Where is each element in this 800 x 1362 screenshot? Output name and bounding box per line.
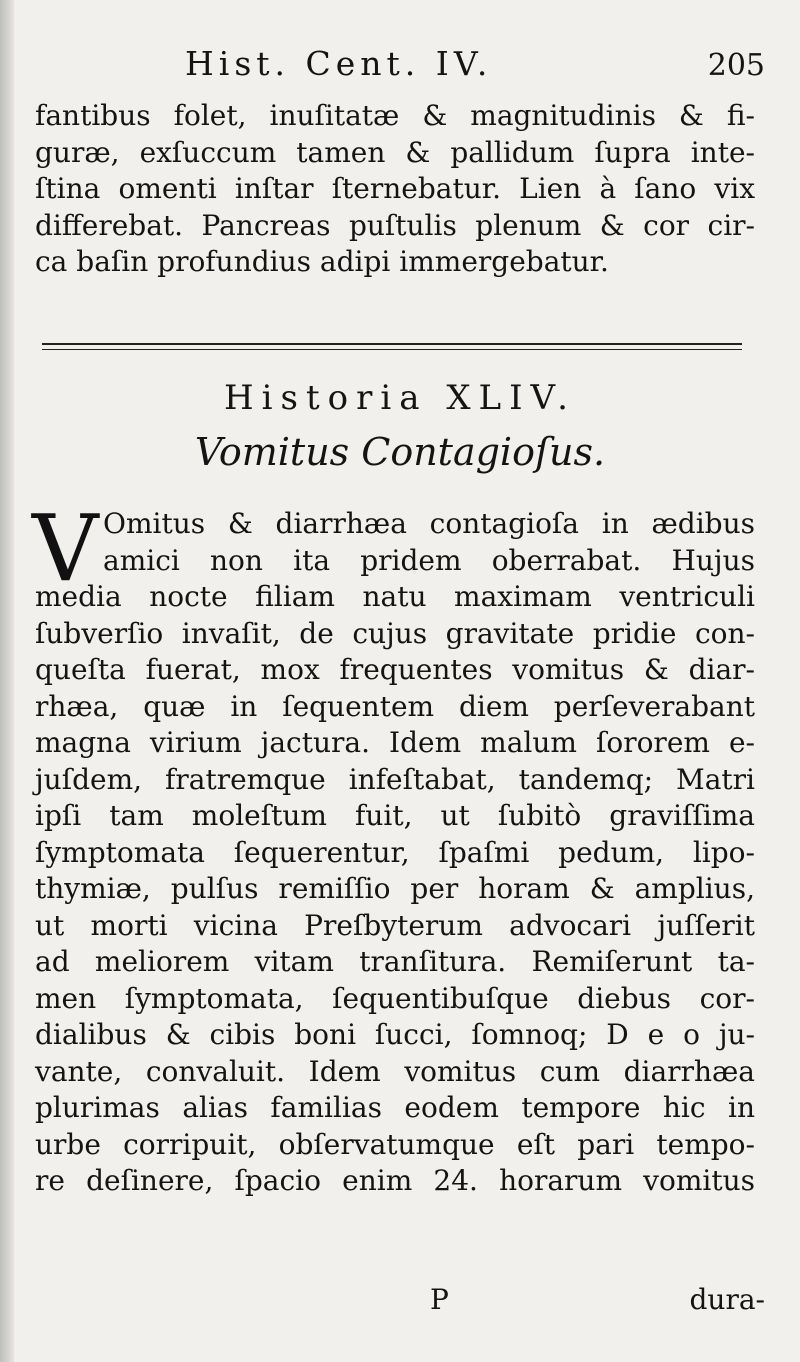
text-line: re deſinere, ſpacio enim 24. horarum vomitus — [35, 1164, 755, 1197]
text-line: ſtina omenti inſtar ſternebatur. Lien à ſano vix — [35, 172, 755, 205]
text-line: ca baſin profundius adipi immergebatur. — [35, 245, 609, 278]
running-head: Hist. Cent. IV. — [185, 44, 493, 83]
text-line: Omitus & diarrhæa contagioſa in ædibus — [103, 507, 755, 540]
text-line: juſdem, fratremque infeſtabat, tandemq; Matri — [35, 762, 755, 796]
section-heading: Historia XLIV. — [224, 378, 576, 418]
page-footer — [40, 1283, 765, 1323]
text-line: thymiæ, pulſus remiſſio per horam & amplius, — [35, 872, 755, 905]
text-line: vante, convaluit. Idem vomitus cum diarrhæa — [35, 1054, 755, 1088]
text-line: ut morti vicina Preſbyterum advocari juſſerit — [35, 908, 755, 942]
text-line: differebat. Pancreas puſtulis plenum & cor cir- — [35, 208, 755, 242]
text-line: magna virium jactura. Idem malum ſororem e- — [35, 726, 755, 759]
text-line: media nocte filiam natu maximam ventriculi — [35, 580, 755, 613]
catchword: dura- — [689, 1283, 765, 1316]
text-line: queſta fuerat, mox frequentes vomitus & diar- — [35, 653, 755, 686]
text-line: ad meliorem vitam tranſitura. Remiſerunt ta- — [35, 945, 755, 978]
text-line: rhæa, quæ in ſequentem diem perſeverabant — [35, 689, 755, 723]
text-line: ipſi tam moleſtum fuit, ut ſubitò graviſſima — [35, 799, 755, 832]
text-line: amici non ita pridem oberrabat. Hujus — [103, 543, 755, 577]
text-line: fantibus folet, inuſitatæ & magnitudinis & fi- — [35, 99, 755, 132]
drop-cap: V — [32, 495, 99, 602]
text-line: ſymptomata ſequerentur, ſpaſmi pedum, lipo- — [35, 835, 755, 869]
page-header — [40, 44, 765, 90]
text-line: guræ, exſuccum tamen & pallidum ſupra inte- — [35, 135, 755, 169]
top-paragraph — [35, 98, 755, 281]
text-line: men ſymptomata, ſequentibuſque diebus cor- — [35, 981, 755, 1015]
body-paragraph — [35, 506, 755, 1200]
section-divider-secondary — [42, 349, 742, 350]
text-line: ſubverſio invaſit, de cujus gravitate pridie con- — [35, 616, 755, 650]
text-line: urbe corripuit, obſervatumque eſt pari tempo- — [35, 1127, 755, 1161]
section-subtitle: Vomitus Contagioſus. — [194, 430, 606, 474]
text-line: plurimas alias familias eodem tempore hic in — [35, 1091, 755, 1124]
text-line: dialibus & cibis boni ſucci, ſomnoq; D e o ju- — [35, 1018, 755, 1051]
page-number: 205 — [707, 48, 765, 83]
section-divider — [42, 343, 742, 345]
signature-mark: P — [430, 1283, 449, 1316]
